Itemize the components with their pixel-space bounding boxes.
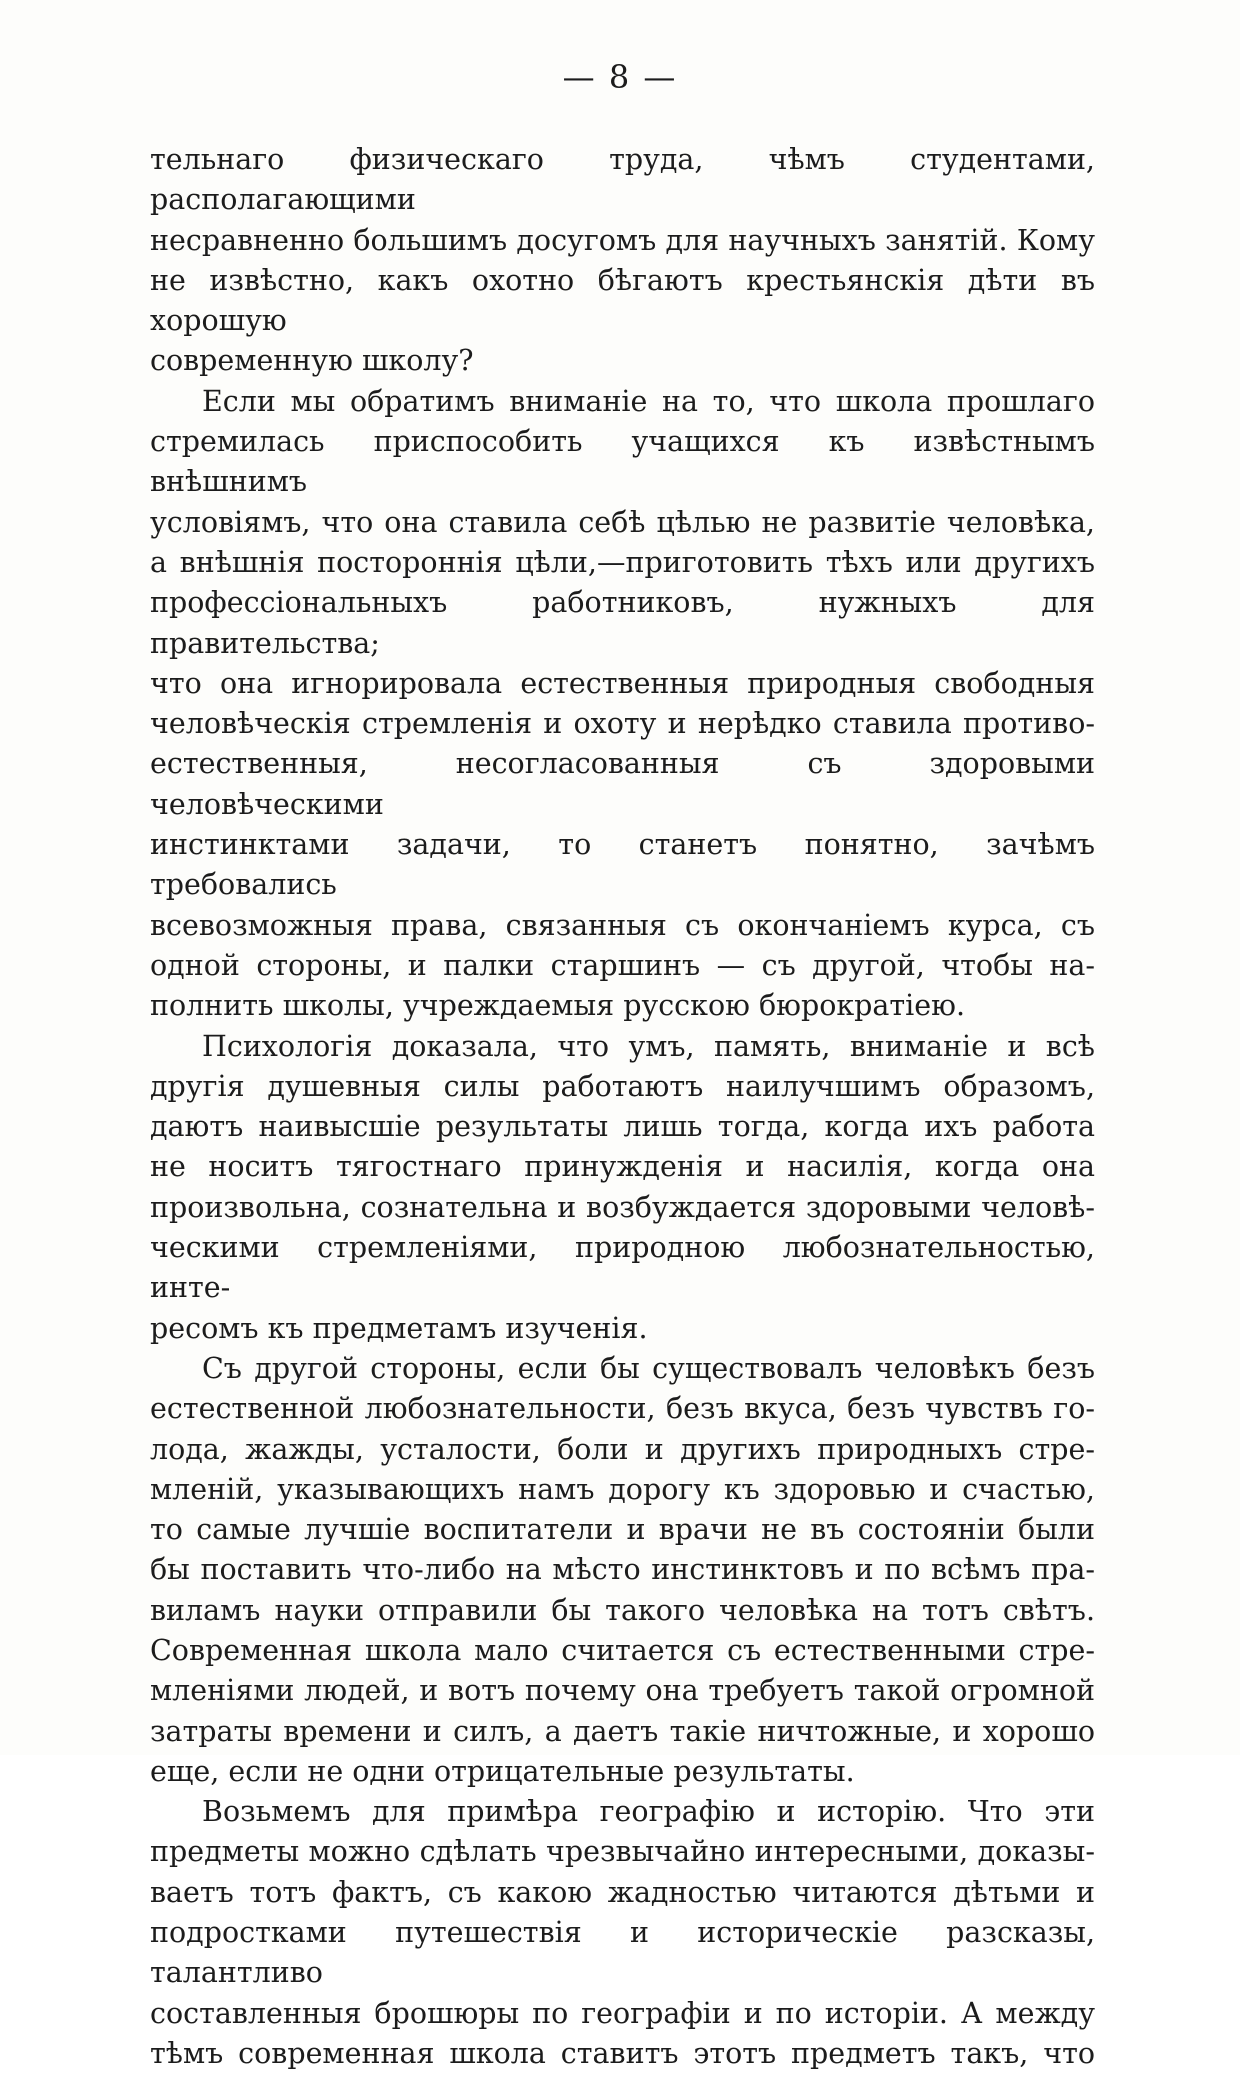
text-line: лода, жажды, усталости, боли и другихъ природныхъ стре- [150,1432,1095,1466]
text-line: другія душевныя силы работаютъ наилучшимъ образомъ, [150,1069,1095,1103]
text-line: не извѣстно, какъ охотно бѣгаютъ крестьянскія дѣти въ хорошую [150,263,1095,338]
text-line: мленіями людей, и вотъ почему она требуетъ такой огромной [150,1674,1095,1708]
text-line: составленныя брошюры по географіи и по исторіи. А между [150,1996,1095,2030]
text-line: произвольна, сознательна и возбуждается здоровыми человѣ- [150,1190,1095,1224]
paragraph-first-line: Если мы обратимъ вниманіе на то, что школа прошлаго [202,384,1095,418]
text-line: стремилась приспособить учащихся къ извѣстнымъ внѣшнимъ [150,425,1095,499]
text-line: то самые лучшіе воспитатели и врачи не въ состояніи были [150,1513,1095,1547]
text-line: тѣмъ современная школа ставитъ этотъ предметъ такъ, что [150,2036,1095,2070]
text-line: предметы можно сдѣлать чрезвычайно интересными, доказы- [150,1835,1095,1869]
text-line: виламъ науки отправили бы такого человѣка на тотъ свѣтъ. [150,1593,1095,1627]
text-line: естественныя, несогласованныя съ здоровыми человѣческими [150,747,1095,821]
text-line: естественной любознательности, безъ вкуса, безъ чувствъ го- [150,1392,1095,1426]
text-line: ваетъ тотъ фактъ, съ какою жадностью читаются дѣтьми и [150,1875,1095,1909]
text-line: Современная школа мало считается съ естественными стре- [150,1633,1095,1667]
paragraph-first-line: Возьмемъ для примѣра географію и исторію. Что эти [202,1795,1095,1829]
text-line: несравненно большимъ досугомъ для научныхъ занятій. Кому [150,223,1095,257]
paragraph-first-line: Съ другой стороны, если бы существовалъ человѣкъ безъ [202,1351,1095,1385]
text-line: тельнаго физическаго труда, чѣмъ студентами, располагающими [150,143,1095,217]
text-line: одной стороны, и палки старшинъ — съ другой, чтобы на- [150,948,1095,982]
paragraph-first-line: Психологія доказала, что умъ, память, вниманіе и всѣ [202,1029,1095,1063]
text-line: профессіональныхъ работниковъ, нужныхъ для правительства; [150,586,1095,660]
text-line: подростками путешествія и историческіе разсказы, талантливо [150,1916,1095,1990]
text-line: ресомъ къ предметамъ изученія. [150,1311,648,1345]
body-text [150,140,1095,2074]
text-line: что она игнорировала естественныя природныя свободныя [150,666,1095,700]
page-number: — 8 — [562,58,678,96]
text-line: а внѣшнія постороннія цѣли,—приготовить тѣхъ или другихъ [150,545,1095,579]
text-line: бы поставить что-либо на мѣсто инстинктовъ и по всѣмъ пра- [150,1553,1095,1587]
text-line: полнить школы, учреждаемыя русскою бюрократіею. [150,989,966,1023]
text-line: условіямъ, что она ставила себѣ цѣлью не развитіе человѣка, [150,505,1095,539]
text-line: всевозможныя права, связанныя съ окончаніемъ курса, съ [150,908,1095,942]
text-line: человѣческія стремленія и охоту и нерѣдко ставила противо- [150,707,1095,741]
text-line: ческими стремленіями, природною любознательностью, инте- [150,1231,1095,1305]
text-line: даютъ наивысшіе результаты лишь тогда, когда ихъ работа [150,1110,1095,1144]
text-line: современную школу? [150,344,474,378]
text-line: затраты времени и силъ, а даетъ такіе ничтожные, и хорошо [150,1714,1095,1748]
text-line: еще, если не одни отрицательные результаты. [150,1754,855,1788]
text-line: инстинктами задачи, то станетъ понятно, зачѣмъ требовались [150,828,1095,902]
text-line: мленій, указывающихъ намъ дорогу къ здоровью и счастью, [150,1472,1095,1506]
text-line: не носитъ тягостнаго принужденія и насилія, когда она [150,1150,1095,1184]
